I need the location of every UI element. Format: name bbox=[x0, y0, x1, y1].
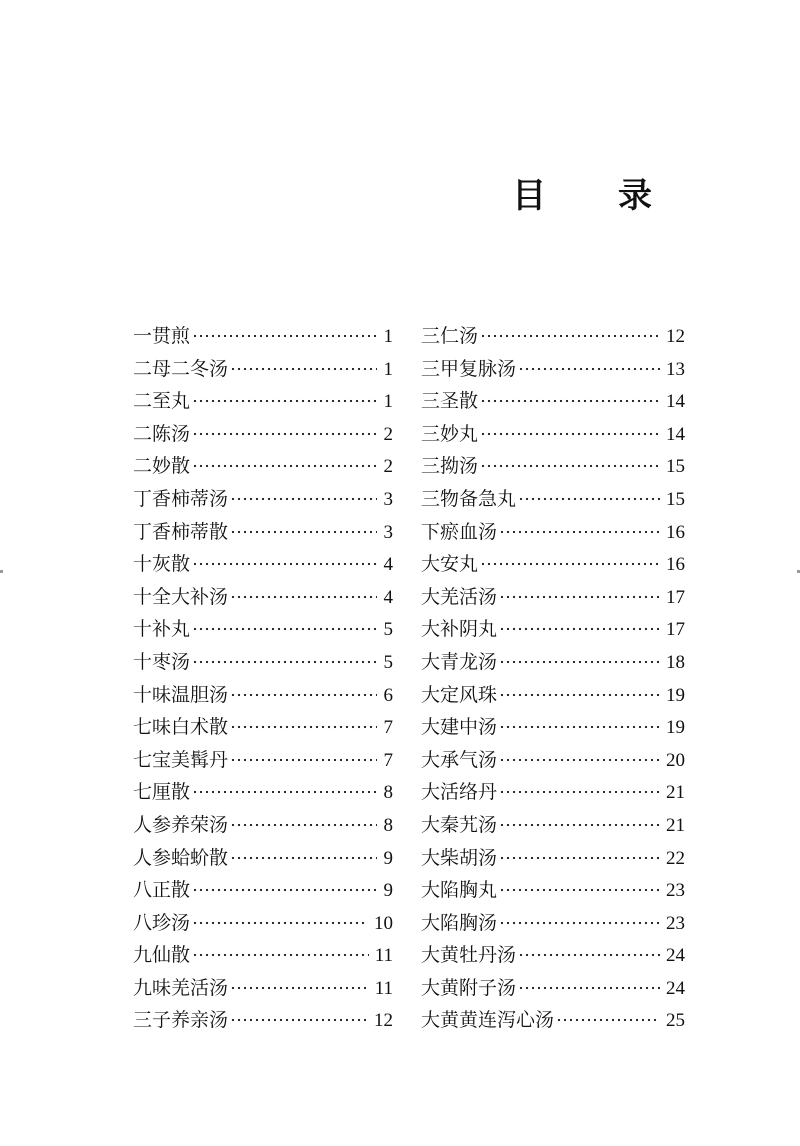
toc-entry[interactable] bbox=[133, 646, 393, 679]
toc-entry[interactable] bbox=[133, 711, 393, 744]
toc-entry-title: 七宝美髯丹 bbox=[133, 748, 229, 771]
toc-entry-page: 8 bbox=[383, 782, 393, 804]
dot-leader bbox=[518, 953, 660, 957]
toc-entry-page: 23 bbox=[666, 912, 685, 934]
dot-leader bbox=[230, 725, 377, 729]
toc-entry[interactable] bbox=[421, 776, 685, 809]
toc-entry[interactable] bbox=[133, 744, 393, 777]
toc-entry-title: 大陷胸丸 bbox=[421, 879, 498, 902]
toc-entry-title: 十补丸 bbox=[133, 618, 191, 641]
toc-entry[interactable] bbox=[421, 874, 685, 907]
toc-entry-page: 16 bbox=[666, 521, 685, 543]
toc-entry-title: 二陈汤 bbox=[133, 422, 191, 445]
toc-entry[interactable] bbox=[133, 353, 393, 386]
toc-entry[interactable] bbox=[421, 907, 685, 940]
toc-entry-page: 2 bbox=[383, 456, 393, 478]
toc-entry[interactable] bbox=[133, 418, 393, 451]
toc-entry[interactable] bbox=[421, 613, 685, 646]
dot-leader bbox=[230, 758, 377, 762]
toc-entry[interactable] bbox=[133, 972, 393, 1005]
toc-entry-page: 1 bbox=[383, 358, 393, 380]
toc-entry[interactable] bbox=[133, 548, 393, 581]
toc-entry-title: 大黄牡丹汤 bbox=[421, 944, 517, 967]
dot-leader bbox=[556, 1018, 660, 1022]
toc-entry[interactable] bbox=[421, 450, 685, 483]
toc-entry-page: 3 bbox=[383, 488, 393, 510]
toc-entry[interactable] bbox=[133, 483, 393, 516]
toc-entry-title: 大活络丹 bbox=[421, 781, 498, 804]
toc-entry[interactable] bbox=[133, 385, 393, 418]
toc-entry[interactable] bbox=[133, 320, 393, 353]
toc-entry-page: 1 bbox=[383, 391, 393, 413]
dot-leader bbox=[499, 823, 660, 827]
dot-leader bbox=[499, 595, 660, 599]
toc-entry-page: 16 bbox=[666, 554, 685, 576]
toc-entry-page: 25 bbox=[666, 1010, 685, 1032]
toc-entry-page: 6 bbox=[383, 684, 393, 706]
toc-entry[interactable] bbox=[421, 679, 685, 712]
toc-entry-title: 丁香柿蒂汤 bbox=[133, 487, 229, 510]
dot-leader bbox=[192, 399, 377, 403]
dot-leader bbox=[499, 530, 660, 534]
toc-entry[interactable] bbox=[133, 907, 393, 940]
toc-entry-page: 19 bbox=[666, 684, 685, 706]
toc-entry-page: 11 bbox=[374, 945, 393, 967]
dot-leader bbox=[480, 334, 660, 338]
toc-entry[interactable] bbox=[421, 711, 685, 744]
dot-leader bbox=[518, 986, 660, 990]
dot-leader bbox=[230, 1018, 368, 1022]
toc-entry-title: 大黄附子汤 bbox=[421, 976, 517, 999]
toc-entry-title: 二至丸 bbox=[133, 390, 191, 413]
toc-entry-page: 17 bbox=[666, 619, 685, 641]
toc-entry-title: 大补阴丸 bbox=[421, 618, 498, 641]
toc-left-column bbox=[133, 320, 393, 1037]
toc-entry[interactable] bbox=[421, 744, 685, 777]
toc-entry[interactable] bbox=[133, 450, 393, 483]
dot-leader bbox=[499, 888, 660, 892]
toc-entry-page: 23 bbox=[666, 880, 685, 902]
dot-leader bbox=[480, 562, 660, 566]
dot-leader bbox=[192, 790, 377, 794]
toc-entry-title: 十味温胆汤 bbox=[133, 683, 229, 706]
toc-entry-page: 24 bbox=[666, 977, 685, 999]
toc-entry-title: 三圣散 bbox=[421, 390, 479, 413]
toc-entry-page: 21 bbox=[666, 814, 685, 836]
toc-entry-title: 大陷胸汤 bbox=[421, 911, 498, 934]
toc-entry-page: 9 bbox=[383, 880, 393, 902]
toc-entry[interactable] bbox=[133, 776, 393, 809]
toc-entry-title: 三物备急丸 bbox=[421, 487, 517, 510]
dot-leader bbox=[192, 334, 377, 338]
toc-right-column bbox=[421, 320, 685, 1037]
toc-entry[interactable] bbox=[421, 418, 685, 451]
dot-leader bbox=[192, 921, 368, 925]
toc-entry-title: 人参蛤蚧散 bbox=[133, 846, 229, 869]
toc-entry-page: 22 bbox=[666, 847, 685, 869]
toc-entry-page: 8 bbox=[383, 814, 393, 836]
toc-entry-page: 4 bbox=[383, 586, 393, 608]
dot-leader bbox=[230, 367, 377, 371]
toc-entry[interactable] bbox=[133, 874, 393, 907]
toc-entry-title: 八珍汤 bbox=[133, 911, 191, 934]
toc-entry-title: 一贯煎 bbox=[133, 325, 191, 347]
dot-leader bbox=[499, 693, 660, 697]
toc-entry-page: 12 bbox=[374, 1010, 393, 1032]
dot-leader bbox=[192, 432, 377, 436]
toc-entry[interactable] bbox=[421, 646, 685, 679]
toc-entry-page: 11 bbox=[374, 977, 393, 999]
toc-entry-title: 十枣汤 bbox=[133, 650, 191, 673]
dot-leader bbox=[499, 921, 660, 925]
toc-entry-page: 13 bbox=[666, 358, 685, 380]
toc-entry[interactable] bbox=[421, 353, 685, 386]
toc-entry[interactable] bbox=[421, 972, 685, 1005]
toc-entry[interactable] bbox=[421, 320, 685, 353]
toc-entry-title: 十全大补汤 bbox=[133, 585, 229, 608]
toc-entry-page: 5 bbox=[383, 619, 393, 641]
dot-leader bbox=[192, 464, 377, 468]
toc-entry[interactable] bbox=[421, 581, 685, 614]
dot-leader bbox=[499, 790, 660, 794]
dot-leader bbox=[499, 725, 660, 729]
toc-entry-title: 大定风珠 bbox=[421, 683, 498, 706]
toc-entry[interactable] bbox=[133, 1004, 393, 1037]
dot-leader bbox=[480, 432, 660, 436]
toc-entry-title: 人参养荣汤 bbox=[133, 813, 229, 836]
toc-entry-page: 9 bbox=[383, 847, 393, 869]
dot-leader bbox=[230, 595, 377, 599]
dot-leader bbox=[480, 399, 660, 403]
dot-leader bbox=[230, 823, 377, 827]
toc-entry-title: 二妙散 bbox=[133, 455, 191, 478]
toc-entry[interactable] bbox=[421, 483, 685, 516]
toc-entry-title: 七厘散 bbox=[133, 781, 191, 804]
dot-leader bbox=[192, 953, 369, 957]
dot-leader bbox=[230, 530, 377, 534]
toc-entry-title: 二母二冬汤 bbox=[133, 357, 229, 380]
toc-entry[interactable] bbox=[133, 516, 393, 549]
toc-entry-title: 三甲复脉汤 bbox=[421, 357, 517, 380]
toc-entry[interactable] bbox=[133, 842, 393, 875]
toc-entry-title: 大青龙汤 bbox=[421, 650, 498, 673]
toc-entry-title: 七味白术散 bbox=[133, 716, 229, 739]
dot-leader bbox=[499, 758, 660, 762]
toc-entry-title: 大黄黄连泻心汤 bbox=[421, 1009, 555, 1032]
toc-entry-page: 14 bbox=[666, 423, 685, 445]
toc-entry-page: 20 bbox=[666, 749, 685, 771]
toc-entry[interactable] bbox=[133, 939, 393, 972]
toc-entry[interactable] bbox=[421, 516, 685, 549]
toc-entry-title: 十灰散 bbox=[133, 553, 191, 576]
dot-leader bbox=[518, 367, 660, 371]
dot-leader bbox=[499, 627, 660, 631]
toc-entry-page: 24 bbox=[666, 945, 685, 967]
toc-entry-title: 大承气汤 bbox=[421, 748, 498, 771]
dot-leader bbox=[192, 888, 377, 892]
toc-entry-page: 14 bbox=[666, 391, 685, 413]
toc-entry-page: 7 bbox=[383, 717, 393, 739]
dot-leader bbox=[230, 693, 377, 697]
toc-entry-title: 三仁汤 bbox=[421, 325, 479, 347]
toc-entry[interactable] bbox=[421, 1004, 685, 1037]
toc-entry-page: 18 bbox=[666, 651, 685, 673]
toc-entry-title: 九味羌活汤 bbox=[133, 976, 229, 999]
toc-entry-page: 7 bbox=[383, 749, 393, 771]
toc-entry-title: 大秦艽汤 bbox=[421, 813, 498, 836]
toc-entry-title: 大安丸 bbox=[421, 553, 479, 576]
toc-entry-title: 八正散 bbox=[133, 879, 191, 902]
toc-entry-page: 12 bbox=[666, 326, 685, 347]
toc-entry-page: 17 bbox=[666, 586, 685, 608]
dot-leader bbox=[499, 660, 660, 664]
dot-leader bbox=[499, 856, 660, 860]
toc-entry-page: 2 bbox=[383, 423, 393, 445]
toc-entry-page: 3 bbox=[383, 521, 393, 543]
dot-leader bbox=[192, 627, 377, 631]
dot-leader bbox=[192, 660, 377, 664]
toc-entry-title: 大羌活汤 bbox=[421, 585, 498, 608]
toc-entry-title: 丁香柿蒂散 bbox=[133, 520, 229, 543]
toc-entry[interactable] bbox=[133, 613, 393, 646]
toc-entry[interactable] bbox=[421, 385, 685, 418]
toc-entry-title: 三妙丸 bbox=[421, 422, 479, 445]
toc-entry-page: 21 bbox=[666, 782, 685, 804]
toc-entry[interactable] bbox=[133, 679, 393, 712]
toc-entry-title: 大建中汤 bbox=[421, 716, 498, 739]
toc-entry[interactable] bbox=[421, 548, 685, 581]
toc-entry-page: 19 bbox=[666, 717, 685, 739]
toc-entry-page: 15 bbox=[666, 488, 685, 510]
dot-leader bbox=[480, 464, 660, 468]
toc-entry-title: 九仙散 bbox=[133, 944, 191, 967]
toc-entry-page: 4 bbox=[383, 554, 393, 576]
edge-mark-left bbox=[0, 570, 3, 573]
page-title: 目 录 bbox=[512, 176, 682, 216]
toc-entry-page: 15 bbox=[666, 456, 685, 478]
dot-leader bbox=[230, 497, 377, 501]
toc-entry-title: 三子养亲汤 bbox=[133, 1009, 229, 1032]
toc-entry[interactable] bbox=[421, 939, 685, 972]
toc-entry[interactable] bbox=[133, 581, 393, 614]
toc-entry-title: 下瘀血汤 bbox=[421, 520, 498, 543]
dot-leader bbox=[518, 497, 660, 501]
toc-entry[interactable] bbox=[421, 842, 685, 875]
toc-entry[interactable] bbox=[133, 809, 393, 842]
toc-entry-title: 三拗汤 bbox=[421, 455, 479, 478]
toc-entry-page: 10 bbox=[374, 912, 393, 934]
dot-leader bbox=[192, 562, 377, 566]
toc-entry-title: 大柴胡汤 bbox=[421, 846, 498, 869]
toc-entry-page: 1 bbox=[383, 326, 393, 347]
dot-leader bbox=[230, 986, 369, 990]
toc-entry[interactable] bbox=[421, 809, 685, 842]
dot-leader bbox=[230, 856, 377, 860]
toc-entry-page: 5 bbox=[383, 651, 393, 673]
